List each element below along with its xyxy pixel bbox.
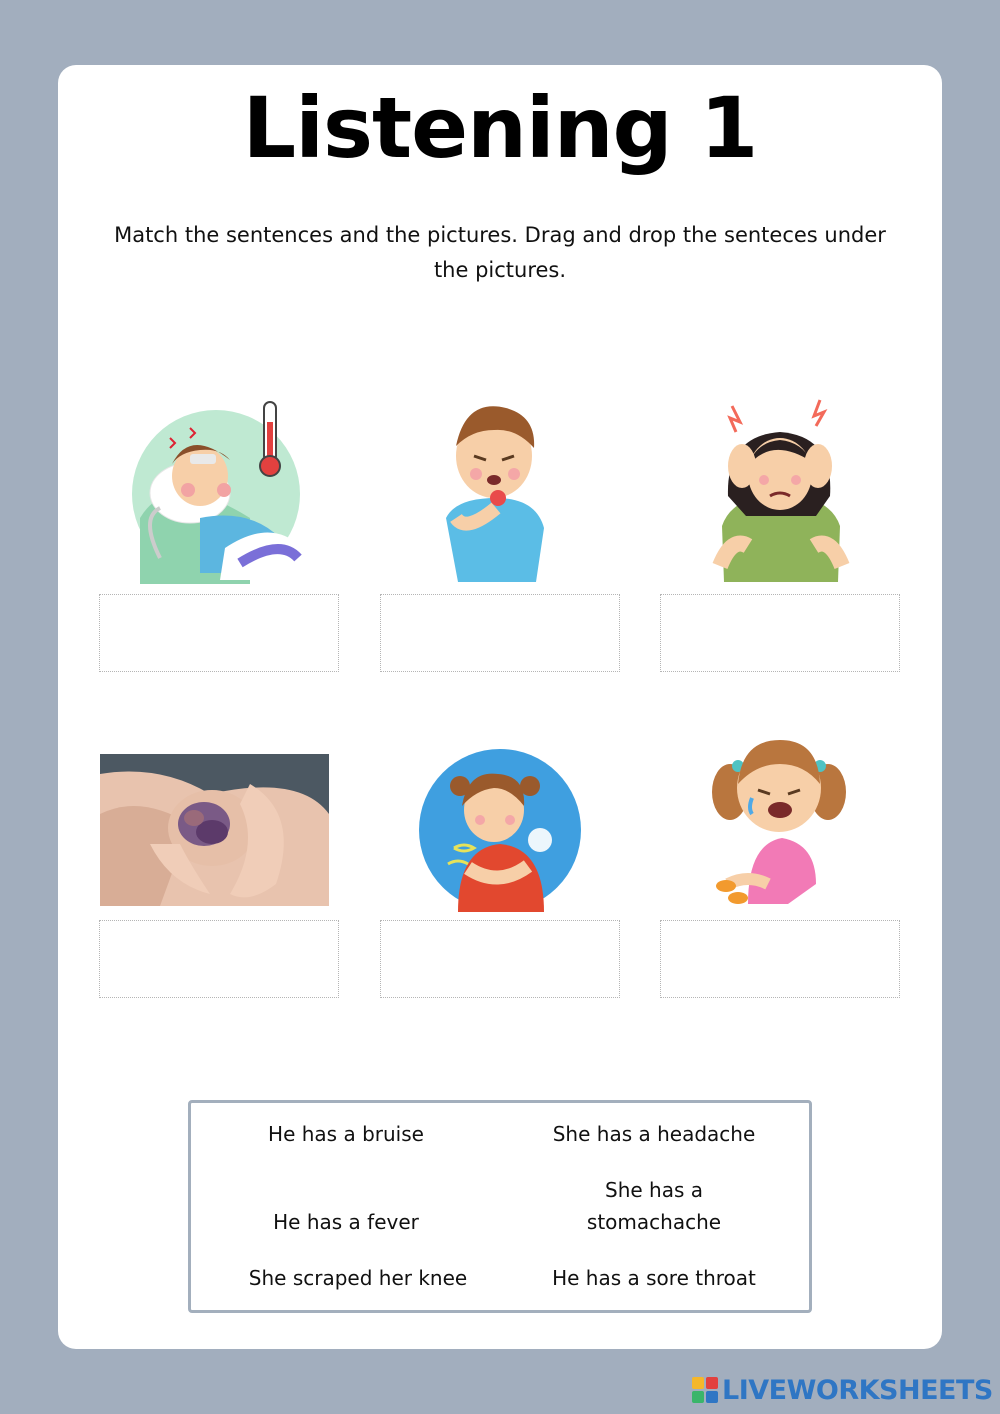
boy-with-sore-throat-icon: [436, 398, 556, 582]
word-card-stomachache-line-1: She has a: [605, 1178, 703, 1202]
girl-crying-scraped-knee-icon: [708, 734, 850, 906]
drop-zone-4[interactable]: [99, 920, 339, 998]
word-card-headache[interactable]: She has a headache: [552, 1122, 756, 1146]
drop-zone-2[interactable]: [380, 594, 620, 672]
word-card-stomachache[interactable]: [556, 1174, 752, 1238]
liveworksheets-logo[interactable]: [692, 1374, 993, 1406]
word-card-sore-throat[interactable]: He has a sore throat: [552, 1266, 756, 1290]
drop-zone-1[interactable]: [99, 594, 339, 672]
worksheet-title: Listening 1: [242, 79, 758, 177]
bruised-knee-photo: [100, 754, 329, 906]
brand-name: LIVEWORKSHEETS: [722, 1374, 993, 1406]
drop-zone-5[interactable]: [380, 920, 620, 998]
word-card-bruise[interactable]: He has a bruise: [268, 1122, 424, 1146]
word-card-scraped-knee[interactable]: She scraped her knee: [248, 1266, 468, 1290]
drop-zone-3[interactable]: [660, 594, 900, 672]
liveworksheets-icon: [692, 1377, 718, 1403]
sick-boy-in-bed-with-thermometer-icon: [130, 398, 308, 584]
word-card-fever[interactable]: He has a fever: [273, 1210, 419, 1234]
word-card-stomachache-line-2: stomachache: [586, 1210, 722, 1234]
instructions-text: Match the sentences and the pictures. Drag and drop the senteces under the pictures.: [114, 223, 886, 282]
girl-with-headache-icon: [712, 396, 850, 582]
drop-zone-6[interactable]: [660, 920, 900, 998]
girl-with-stomachache-icon: [418, 748, 582, 912]
